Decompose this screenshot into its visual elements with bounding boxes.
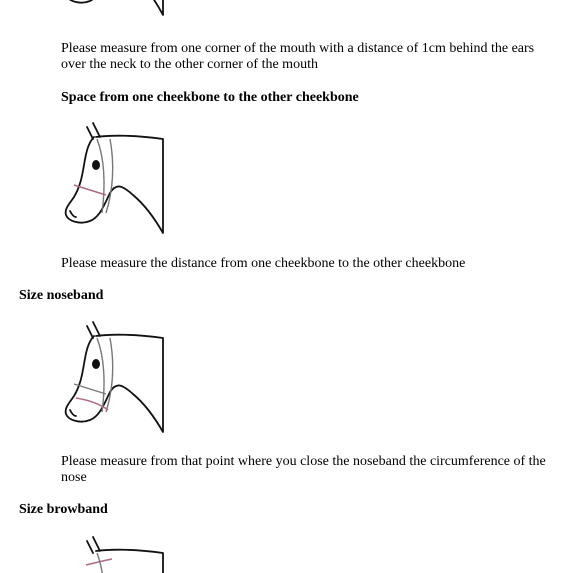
horse-head-mouth-illustration [60, 0, 170, 20]
horse-head-noseband-illustration [60, 320, 170, 435]
horse-head-cheekbone-illustration [60, 121, 170, 236]
mouth-measure-instructions: Please measure from one corner of the mouth with a distance of 1cm behind the ears over the neck to the other corner of the mouth [61, 41, 535, 72]
cheekbone-measure-instructions: Please measure the distance from one cheekbone to the other cheekbone [61, 256, 466, 271]
browband-heading: Size browband [19, 502, 108, 517]
noseband-heading: Size noseband [19, 288, 104, 303]
cheekbone-subheading: Space from one cheekbone to the other cheekbone [61, 90, 359, 105]
noseband-measure-instructions: Please measure from that point where you close the noseband the circumference of the nose [61, 454, 546, 485]
horse-head-browband-illustration [60, 535, 170, 573]
